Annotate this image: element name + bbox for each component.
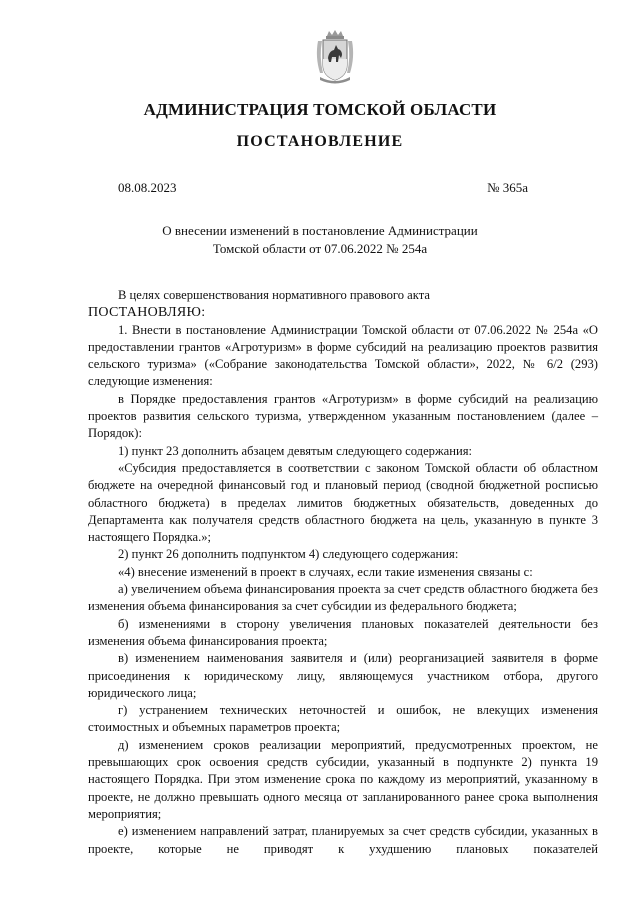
resolve-word: ПОСТАНОВЛЯЮ: xyxy=(88,305,206,321)
body-paragraph: в) изменением наименования заявителя и (или) реорганизацией заявителя в форме присоединения к юридическому лицу, являющемуся участником отбора, другого юридического лица; xyxy=(88,651,598,700)
body-paragraph: 2) пункт 26 дополнить подпунктом 4) следующего содержания: xyxy=(118,547,459,562)
coat-of-arms-icon xyxy=(314,29,356,85)
body-paragraph: «4) внесение изменений в проект в случаях, если такие изменения связаны с: xyxy=(118,564,533,579)
body-paragraph: 1. Внести в постановление Администрации Томской области от 07.06.2022 № 254а «О предоставлении грантов «Агротуризм» в форме субсидий на реализацию проектов развития сельского туризма» («Собрание законодательства Томской области», 2022, № 6/2 (293) следующие изменения: xyxy=(88,322,598,389)
body-paragraph: е) изменением направлений затрат, планируемых за счет средств субсидии, указанных в проекте, которые не приводят к ухудшению плановых показателей xyxy=(88,824,598,856)
body-paragraph: б) изменениями в сторону увеличения плановых показателей деятельности без изменения объема финансирования проекта; xyxy=(88,616,598,648)
body-paragraph: в Порядке предоставления грантов «Агротуризм» в форме субсидий на реализацию проектов развития сельского туризма, утвержденном указанным постановлением (далее – Порядок): xyxy=(88,391,598,441)
document-number: № 365а xyxy=(487,180,528,195)
document-subject xyxy=(0,222,640,258)
body-paragraph: а) увеличением объема финансирования проекта за счет средств областного бюджета без изменения объема финансирования за счет субсидии из федерального бюджета; xyxy=(88,582,598,614)
document-type: ПОСТАНОВЛЕНИЕ xyxy=(236,133,404,150)
document-date: 08.08.2023 xyxy=(118,180,177,195)
organization-name: АДМИНИСТРАЦИЯ ТОМСКОЙ ОБЛАСТИ xyxy=(143,100,497,119)
body-paragraph: 1) пункт 23 дополнить абзацем девятым следующего содержания: xyxy=(118,443,473,458)
subject-line: Томской области от 07.06.2022 № 254а xyxy=(212,241,428,256)
body-paragraph: г) устранением технических неточностей и ошибок, не влекущих изменения стоимостных и объемных параметров проекта; xyxy=(88,703,598,735)
body-paragraph: В целях совершенствования нормативного правового акта xyxy=(118,288,430,302)
document-body xyxy=(88,287,598,858)
body-paragraph: «Субсидия предоставляется в соответствии с законом Томской области об областном бюджете на очередной финансовый год и плановый период (сводной бюджетной росписью областного бюджета) в пределах лимитов бюджетных обязательств, доведенных до Департамента как получателя средств областного бюджета на цель, указанную в пункте 3 настоящего Порядка.»; xyxy=(88,460,598,545)
body-paragraph: д) изменением сроков реализации мероприятий, предусмотренных проектом, не превышающих срок освоения средств субсидии, указанный в подпункте 2) пункта 19 настоящего Порядка. При этом изменение срока по каждому из мероприятий, указанному в проекте, не должно превышать одного месяца от запланированного ранее срока выполнения мероприятия; xyxy=(88,737,598,821)
subject-line: О внесении изменений в постановление Администрации xyxy=(162,223,478,238)
